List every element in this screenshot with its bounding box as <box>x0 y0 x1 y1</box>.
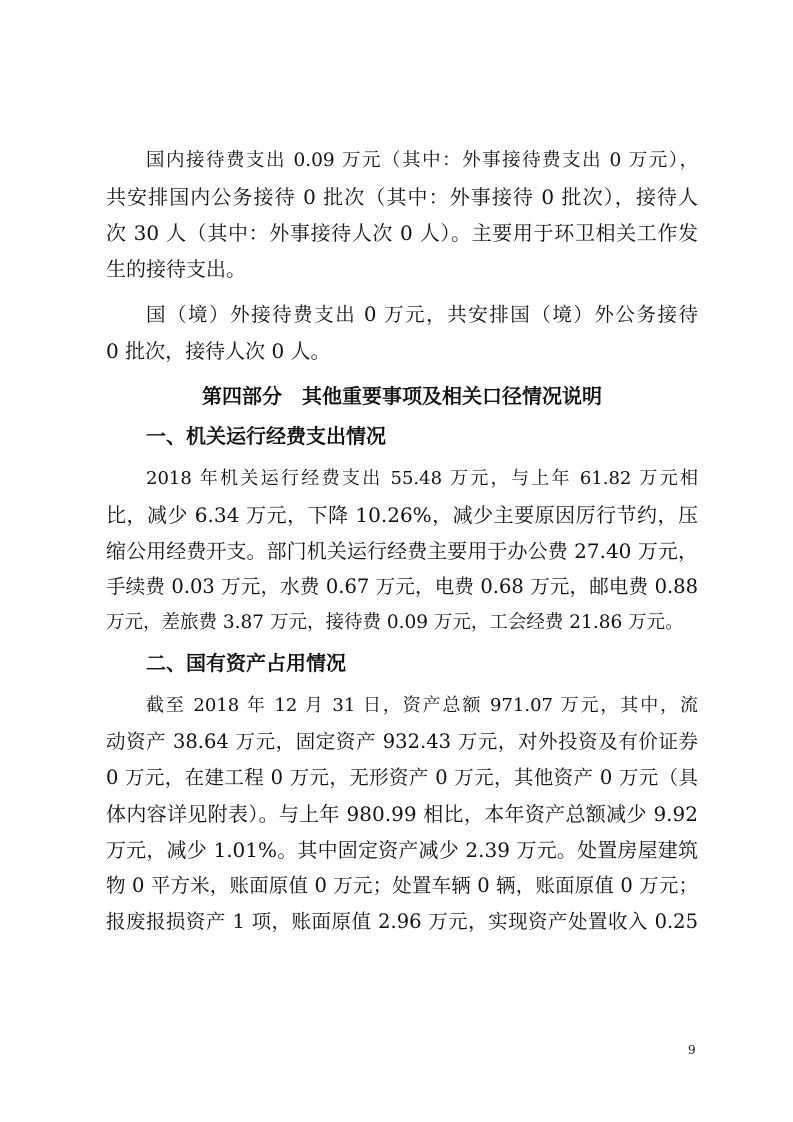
text-line: 0 批次，接待人次 0 人。 <box>106 339 331 363</box>
text-line: 万元，差旅费 3.87 万元，接待费 0.09 万元，工会经费 21.86 万元。 <box>106 612 684 633</box>
text-line: 手续费 0.03 万元，水费 0.67 万元，电费 0.68 万元，邮电费 0.88 <box>106 575 698 598</box>
text-line: 比，减少 6.34 万元，下降 10.26%，减少主要原因厉行节约，压 <box>106 503 698 527</box>
part-heading: 第四部分 其他重要事项及相关口径情况说明 <box>202 384 602 408</box>
text-line: 体内容详见附表）。与上年 980.99 相比，本年资产总额减少 9.92 <box>106 802 698 826</box>
text-line: 0 万元，在建工程 0 万元，无形资产 0 万元，其他资产 0 万元（具 <box>106 766 698 789</box>
section-heading-operating-expenses: 一、机关运行经费支出情况 <box>146 424 386 448</box>
text-line: 物 0 平方米，账面原值 0 万元；处置车辆 0 辆，账面原值 0 万元； <box>106 874 698 897</box>
section-heading-state-assets: 二、国有资产占用情况 <box>146 651 346 675</box>
text-line: 国内接待费支出 0.09 万元（其中：外事接待费支出 0 万元）， <box>146 150 698 171</box>
text-line: 国（境）外接待费支出 0 万元，共安排国（境）外公务接待 <box>146 303 698 326</box>
text-line: 动资产 38.64 万元，固定资产 932.43 万元，对外投资及有价证券 <box>106 730 698 753</box>
page-number: 9 <box>688 1043 696 1057</box>
paragraph-operating-expenses <box>106 461 698 641</box>
text-line: 万元，减少 1.01%。其中固定资产减少 2.39 万元。处置房屋建筑 <box>106 838 698 862</box>
paragraph-domestic-reception <box>106 143 698 287</box>
text-line: 2018 年机关运行经费支出 55.48 万元，与上年 61.82 万元相 <box>146 468 698 489</box>
text-line: 生的接待支出。 <box>106 257 246 281</box>
text-line: 报废报损资产 1 项，账面原值 2.96 万元，实现资产处置收入 0.25 <box>106 910 698 933</box>
text-line: 共安排国内公务接待 0 批次（其中：外事接待 0 批次），接待人 <box>106 185 698 209</box>
text-line: 截至 2018 年 12 月 31 日，资产总额 971.07 万元，其中，流 <box>146 695 698 716</box>
paragraph-state-assets <box>106 688 698 940</box>
paragraph-foreign-reception <box>106 297 698 369</box>
text-line: 缩公用经费开支。部门机关运行经费主要用于办公费 27.40 万元， <box>106 539 698 563</box>
text-line: 次 30 人（其中：外事接待人次 0 人）。主要用于环卫相关工作发 <box>106 221 698 245</box>
